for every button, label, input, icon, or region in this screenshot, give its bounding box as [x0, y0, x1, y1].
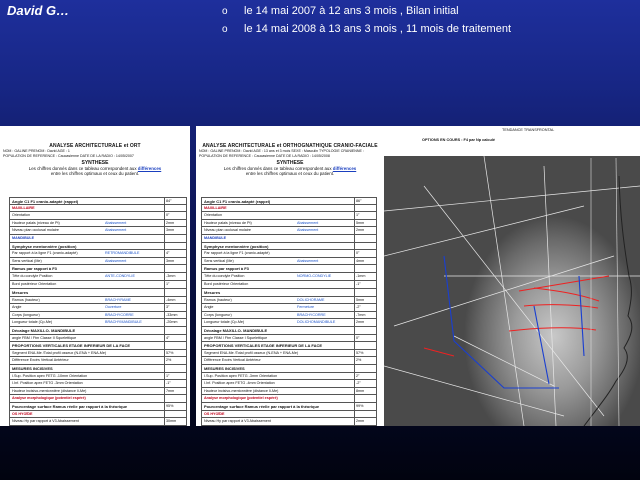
row-value [164, 327, 187, 334]
synthese-table [201, 197, 377, 426]
bullet-marker: o [222, 6, 228, 17]
table-row [201, 403, 377, 411]
row-label: Bord postérieur Orientation [204, 282, 249, 287]
table-row [9, 411, 187, 419]
row-label: Différence Excès Vertical Antérieur [204, 358, 261, 363]
bullet-initial [222, 5, 459, 17]
table-row [9, 304, 187, 312]
row-label: I.Inf. Position apex FETG -3mm Orientation [12, 381, 83, 386]
row-value [164, 411, 187, 418]
table-row [9, 312, 187, 320]
row-value: 4mm [354, 258, 377, 265]
sheet-heading: ANALYSE ARCHITECTURALE et ORTHOGNATHIQUE CRANIO-FACIALE [202, 143, 378, 149]
table-row [9, 281, 187, 289]
row-value: 84° [164, 198, 187, 205]
bullet-marker: o [222, 24, 228, 35]
sheet-heading: ANALYSE ARCHITECTURALE et ORT [49, 143, 141, 149]
row-value: 57% [164, 350, 187, 357]
row-label: Angle [12, 305, 22, 310]
row-label: Mesures [12, 290, 29, 296]
table-row [9, 258, 187, 266]
row-value: 3° [164, 304, 187, 311]
row-label: MAXILLAIRE [204, 205, 227, 210]
row-value [164, 235, 187, 242]
table-row [9, 250, 187, 258]
row-value [164, 365, 187, 372]
row-value: -4mm [164, 297, 187, 304]
row-value: -1° [354, 281, 377, 288]
row-assessment: Abaissement [105, 220, 127, 225]
row-label: MANDIBULE [12, 235, 35, 240]
row-label: Hauteur palais (niveau de Pt) [12, 220, 60, 225]
row-label: MESURES INCISIVES [204, 365, 245, 371]
synthese-title: SYNTHESE [81, 160, 109, 166]
table-row [9, 403, 187, 411]
row-label: Ramus par rapport à F3 [204, 266, 249, 272]
row-label: Hauteur palais (niveau de Pt) [204, 220, 252, 225]
row-value: 1° [164, 281, 187, 288]
patient-info: NOM : GALINE PRENOM : David AGE : 13 ans et 3 mois SEXE : Masculin TYPOLOGIE CRANIENNE : [199, 149, 364, 153]
row-label: angle FBM / Ftm Classe II Squelettique [12, 335, 77, 340]
table-row [9, 350, 187, 358]
table-row [9, 319, 187, 327]
row-label: Tête du condyle Position [204, 273, 245, 278]
row-value: 2% [354, 357, 377, 364]
row-label: Hauteur incisivo-mentonnière (distance Ii-Me) [204, 388, 279, 393]
intro-highlight: différences [137, 166, 162, 171]
row-value: 2mm [354, 227, 377, 234]
row-value: 4° [164, 335, 187, 342]
intro-text: entre les chiffres optimaux et ceux du patient. [50, 171, 140, 177]
row-value [354, 411, 377, 418]
cephalometric-xray [384, 126, 640, 426]
synthese-intro [0, 166, 190, 176]
table-row [9, 342, 187, 350]
row-value [354, 327, 377, 334]
row-value [354, 342, 377, 349]
row-value: 99% [354, 403, 377, 410]
row-label: MAXILLAIRE [12, 205, 35, 210]
table-row [201, 297, 377, 305]
table-row [201, 411, 377, 419]
table-row [9, 418, 187, 426]
row-label: angle FBM / Ftm Classe I Squelettique [204, 335, 268, 340]
table-row [9, 273, 187, 282]
row-label: Niveau Hy par rapport à V3 Abaissement [12, 419, 79, 424]
row-assessment: Abaissement [297, 258, 319, 263]
row-label: Longueur totale (Cp-Me) [12, 320, 53, 325]
slide-title: David G… [7, 3, 70, 18]
row-label: I.Sup. Position apex FETG -10mm Orientation [12, 373, 88, 378]
intro-text: entre les chiffres optimaux et ceux du patient. [245, 171, 335, 177]
row-value: 1° [354, 212, 377, 219]
row-value: 0° [354, 335, 377, 342]
row-label: Corps (longueur) [204, 312, 232, 317]
row-value: 0° [354, 250, 377, 257]
table-row [9, 357, 187, 365]
table-row [9, 212, 187, 220]
row-label: Angle C1 F1 cranio-adapté (rappel) [12, 199, 79, 204]
table-row [9, 388, 187, 396]
table-row [9, 335, 187, 343]
table-row [201, 227, 377, 235]
row-label: Niveau plan occlusal molaire [204, 228, 251, 233]
bullet-text: le 14 mai 2007 à 12 ans 3 mois , Bilan initial [244, 5, 459, 17]
row-value: 3mm [164, 258, 187, 265]
row-value: -1mm [354, 273, 377, 280]
row-label: Différence Excès Vertical Antérieur [12, 358, 69, 363]
row-label: Orientation [12, 213, 31, 218]
row-label: Ramus (hauteur) [12, 297, 40, 302]
table-row [9, 265, 187, 273]
table-row [201, 418, 377, 426]
table-row [201, 335, 377, 343]
row-label: Décalage MAXILLO- MANDIBULE [12, 328, 76, 333]
table-row [9, 380, 187, 388]
row-value [354, 265, 377, 272]
intro-text: Les chiffres donnés dans ce tableau correspondent aux [28, 166, 138, 171]
row-label: Par rapport à la ligne F1 (cranio-adapté) [204, 251, 270, 256]
table-row [201, 212, 377, 220]
row-label: I.Sup. Position apex FETG -3mm Orientation [204, 373, 278, 378]
table-row [201, 289, 377, 297]
row-value [164, 289, 187, 296]
patient-info: NOM : GALINE PRENOM : David AGE : 1 [3, 149, 70, 153]
table-row [9, 220, 187, 228]
row-label: Sens vertical (Me) [204, 258, 234, 263]
synthese-table [9, 197, 187, 426]
table-row [201, 350, 377, 358]
row-label: I.Inf. Position apex FETG -4mm Orientation [204, 381, 275, 386]
row-value [354, 235, 377, 242]
row-label: Sens vertical (Me) [12, 258, 42, 263]
table-row [9, 327, 187, 335]
table-row [201, 365, 377, 373]
table-row [201, 357, 377, 365]
row-assessment: BRACHYRAME [105, 297, 132, 302]
row-label: Angle [204, 305, 214, 310]
intro-text: Les chiffres donnés dans ce tableau correspondent aux [223, 166, 333, 171]
row-label: Orientation [204, 213, 223, 218]
row-assessment: DOLICHORAME [297, 297, 325, 302]
row-label: Ramus par rapport à F3 [12, 266, 57, 272]
row-value: 3mm [164, 227, 187, 234]
row-value: -1° [164, 380, 187, 387]
table-row [201, 235, 377, 243]
row-label: Pourcentage surface Ramus réelle par rapport à la théorique [204, 403, 320, 409]
row-value [354, 365, 377, 372]
row-value: -7mm [354, 312, 377, 319]
table-row [201, 388, 377, 396]
row-value [164, 265, 187, 272]
row-assessment: Abaissement [105, 258, 127, 263]
row-value: -2° [354, 304, 377, 311]
row-value: 4° [164, 250, 187, 257]
table-row [201, 220, 377, 228]
row-value: 57% [354, 350, 377, 357]
row-label: Tête du condyle Position [12, 273, 53, 278]
row-value: 7mm [164, 388, 187, 395]
analysis-sheet-2008 [196, 126, 384, 426]
table-row [9, 227, 187, 235]
row-value [354, 289, 377, 296]
row-label: Symphyse mentonnière (position) [204, 243, 269, 249]
row-value [164, 395, 187, 402]
analysis-sheet-2007 [0, 126, 190, 426]
row-label: Pourcentage surface Ramus réelle par rapport à la théorique [12, 403, 128, 409]
row-assessment: BRACHYCORRE [297, 312, 326, 317]
row-value [354, 395, 377, 402]
row-value: -20mm [164, 319, 187, 326]
intro-highlight: différences [332, 166, 357, 171]
row-assessment: BRACHYMANDIBULE [105, 320, 142, 325]
row-value: 2mm [164, 220, 187, 227]
row-label: Longueur totale (Cp-Me) [204, 320, 245, 325]
synthese-intro [196, 166, 384, 176]
table-row [201, 380, 377, 388]
table-row [201, 395, 377, 403]
row-label: Niveau plan occlusal molaire [12, 228, 59, 233]
row-label: Bord postérieur Orientation [12, 282, 57, 287]
row-assessment: Ouverture [105, 305, 122, 310]
row-value: 2° [354, 373, 377, 380]
row-assessment: RETROMANDIBULE [105, 251, 140, 256]
row-value: 5mm [354, 220, 377, 227]
row-label: OS HYOÏDE [12, 411, 33, 416]
table-row [9, 395, 187, 403]
row-value: 2mm [354, 418, 377, 425]
row-value [164, 342, 187, 349]
row-label: OS HYOÏDE [204, 411, 225, 416]
row-label: Segment ENA-Me /Total profil osseux (N-ENA + ENA-Me) [12, 350, 107, 355]
table-row [9, 243, 187, 251]
row-assessment: Abaissement [105, 228, 127, 233]
row-assessment: NORMO-CONDYLIE [297, 273, 332, 278]
table-row [201, 250, 377, 258]
row-assessment: Abaissement [297, 220, 319, 225]
row-value [354, 243, 377, 250]
row-label: PROPORTIONS VERTICALES ETAGE INFERIEUR DE LA FACE [12, 343, 131, 349]
table-row [9, 289, 187, 297]
row-value: 95% [164, 403, 187, 410]
row-label: Décalage MAXILLO- MANDIBULE [204, 328, 268, 333]
xray-header-options: OPTIONS EN COURS : F4 par Np calculé [422, 138, 495, 142]
table-row [9, 235, 187, 243]
row-label: Corps (longueur) [12, 312, 40, 317]
reference-info: POPULATION DE REFERENCE : Caucasienne DATE DE LA RADIO : 14/05/2008 [199, 154, 330, 158]
table-row [201, 312, 377, 320]
table-row [9, 365, 187, 373]
row-value: -3mm [164, 273, 187, 280]
row-value: 1° [164, 373, 187, 380]
row-label: Analyse morphologique (potentiel espéré) [12, 396, 86, 401]
row-value: 2mm [354, 319, 377, 326]
row-value: -2° [354, 380, 377, 387]
row-label: Hauteur incisivo-mentonnière (distance Ii-Me) [12, 388, 87, 393]
table-row [201, 205, 377, 213]
cephalometric-tracing [384, 126, 640, 426]
row-label: Angle C1 F1 cranio-adapté (rappel) [204, 199, 271, 204]
row-label: MANDIBULE [204, 235, 227, 240]
row-label: Segment ENA-Me /Total profil osseux (N-ENA + ENA-Me) [204, 350, 299, 355]
table-row [9, 205, 187, 213]
row-label: Mesures [204, 290, 221, 296]
table-row [201, 342, 377, 350]
row-assessment: ANTE-CONDYLIE [105, 273, 135, 278]
row-value: 30mm [164, 418, 187, 425]
table-row [201, 265, 377, 273]
table-row [201, 273, 377, 282]
table-row [201, 373, 377, 381]
row-value: 86° [354, 198, 377, 205]
table-row [201, 197, 377, 205]
table-row [201, 327, 377, 335]
row-assessment: BRACHYCORRE [105, 312, 134, 317]
row-label: Ramus (hauteur) [204, 297, 232, 302]
row-assessment: Abaissement [297, 228, 319, 233]
row-label: Niveau Hy par rapport à V3 Abaissement [204, 419, 271, 424]
row-value: 5mm [354, 297, 377, 304]
row-label: MESURES INCISIVES [12, 365, 53, 371]
row-label: Symphyse mentonnière (position) [12, 243, 77, 249]
reference-info: POPULATION DE REFERENCE : Caucasienne DATE DE LA RADIO : 14/05/2007 [3, 154, 134, 158]
xray-header-tendance: TENDANCE TRANSFRONTAL [502, 128, 555, 132]
row-value: 0° [164, 212, 187, 219]
row-assessment: DOLICHOMANDIBULE [297, 320, 336, 325]
table-row [9, 197, 187, 205]
row-assessment: Fermeture [297, 305, 315, 310]
row-label: PROPORTIONS VERTICALES ETAGE INFERIEUR DE LA FACE [204, 343, 323, 349]
table-row [201, 281, 377, 289]
table-row [9, 297, 187, 305]
table-row [201, 319, 377, 327]
row-label: Analyse morphologique (potentiel espéré) [204, 396, 278, 401]
row-value: -33mm [164, 312, 187, 319]
row-label: Par rapport à la ligne F1 (cranio-adapté) [12, 251, 78, 256]
row-value [354, 205, 377, 212]
table-row [201, 243, 377, 251]
synthese-title: SYNTHESE [276, 160, 304, 166]
table-row [9, 373, 187, 381]
row-value [164, 243, 187, 250]
row-value: 2% [164, 357, 187, 364]
table-row [201, 304, 377, 312]
row-value: 8mm [354, 388, 377, 395]
row-value [164, 205, 187, 212]
table-row [201, 258, 377, 266]
bullet-treatment [222, 23, 511, 35]
bullet-text: le 14 mai 2008 à 13 ans 3 mois , 11 mois de traitement [244, 23, 511, 35]
